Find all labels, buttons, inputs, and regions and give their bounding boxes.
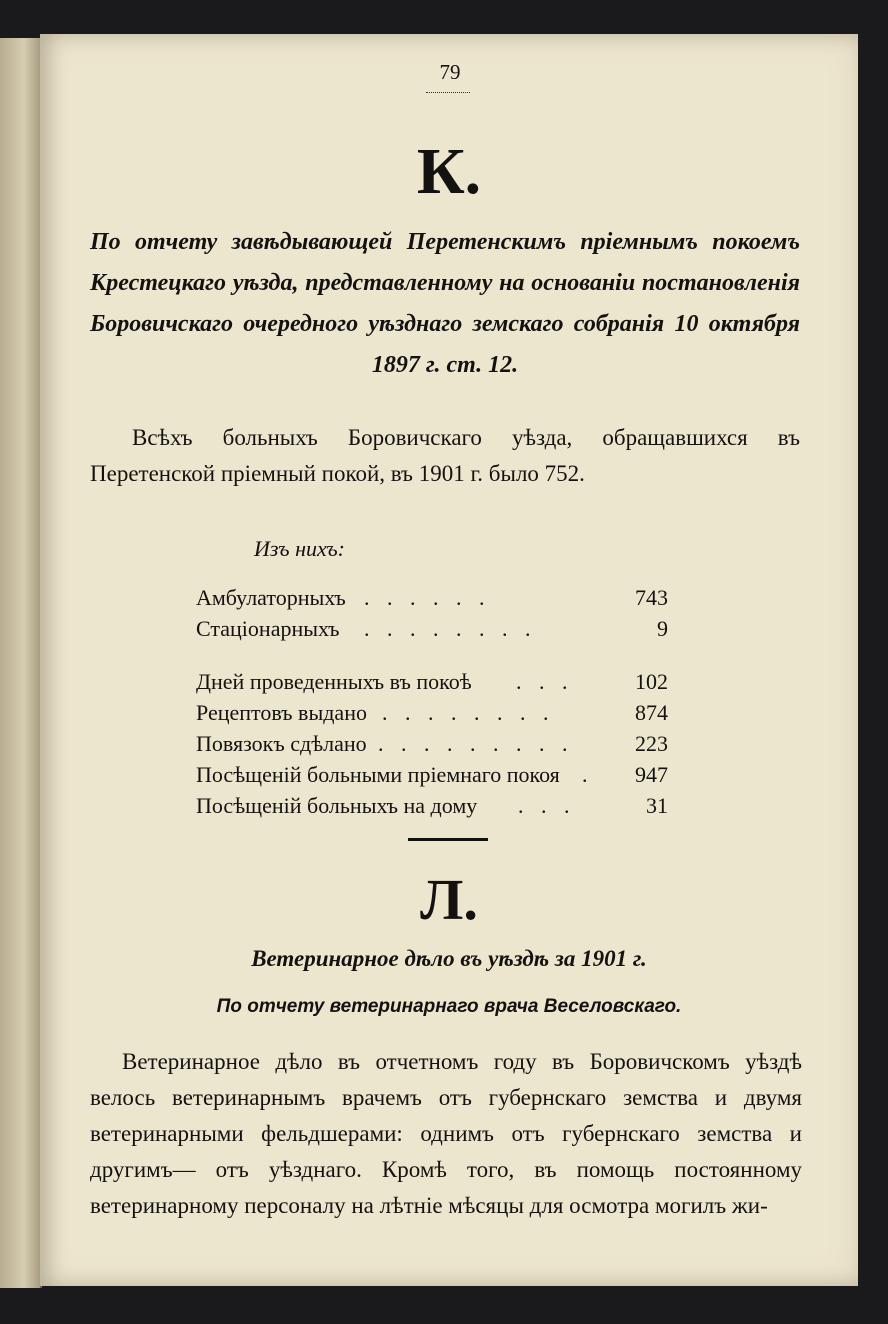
stat-row <box>196 700 676 730</box>
section-k-heading: По отчету завѣдывающей Перетенскимъ пріемнымъ покоемъ Крестецкаго уѣзда, представленному на основаніи постановленія Боровичскаго очередного уѣзднаго земскаго собранія 10 октября 1897 г. ст. 12. <box>90 229 800 378</box>
section-divider <box>408 838 488 841</box>
stat-row <box>196 669 676 699</box>
page-number-rule <box>426 92 470 94</box>
stat-label: Рецептовъ выдано <box>196 700 367 725</box>
stat-leader-dots: . . . <box>516 669 574 694</box>
stat-value: 743 <box>635 585 668 610</box>
section-l-body: Ветеринарное дѣло въ отчетномъ году въ Боровичскомъ уѣздѣ велось ветеринарнымъ врачемъ отъ губернскаго земства и двумя ветеринарными фельдшерами: однимъ отъ губернскаго земства и другимъ— отъ уѣзднаго. Кромѣ того, въ помощь постоянному ветеринарному персоналу на лѣтніе мѣсяцы для осмотра могилъ жи- <box>90 1049 802 1218</box>
stat-leader-dots: . . . . . . . . <box>364 616 537 641</box>
stat-leader-dots: . . . . . . <box>364 585 491 610</box>
stat-value: 874 <box>635 700 668 725</box>
section-l-subheading: По отчету ветеринарнаго врача Веселовскаго. <box>216 996 682 1017</box>
stat-row <box>196 585 676 615</box>
section-k-sub-label: Изъ нихъ: <box>254 536 345 561</box>
stat-value: 947 <box>635 762 668 787</box>
stat-row <box>196 793 676 823</box>
stat-row <box>196 616 676 646</box>
book-page <box>40 34 858 1286</box>
section-letter-l: Л. <box>420 867 478 932</box>
stat-row <box>196 762 676 792</box>
stat-label: Посѣщеній больными пріемнаго покоя <box>196 762 560 787</box>
stat-label: Дней проведенныхъ въ покоѣ <box>196 669 472 694</box>
stat-row <box>196 731 676 761</box>
stat-value: 102 <box>635 669 668 694</box>
left-page-edge <box>0 38 42 1288</box>
stat-label: Стаціонарныхъ <box>196 616 340 641</box>
stat-label: Повязокъ сдѣлано <box>196 731 367 756</box>
section-k-intro: Всѣхъ больныхъ Боровичскаго уѣзда, обращавшихся въ Перетенской пріемный покой, въ 1901 г. было 752. <box>90 425 800 486</box>
stat-leader-dots: . . . . . . . . <box>382 700 555 725</box>
stat-value: 9 <box>657 616 668 641</box>
stat-leader-dots: . . . . . . . . . <box>378 731 574 756</box>
stat-label: Посѣщеній больныхъ на дому <box>196 793 478 818</box>
stat-leader-dots: . . . <box>518 793 576 818</box>
stat-label: Амбулаторныхъ <box>196 585 346 610</box>
stat-value: 223 <box>635 731 668 756</box>
stat-leader-dots: . <box>582 762 594 787</box>
page-number: 79 <box>439 60 461 84</box>
section-letter-k: К. <box>416 135 482 208</box>
stat-value: 31 <box>646 793 668 818</box>
section-l-heading: Ветеринарное дѣло въ уѣздѣ за 1901 г. <box>251 946 647 971</box>
